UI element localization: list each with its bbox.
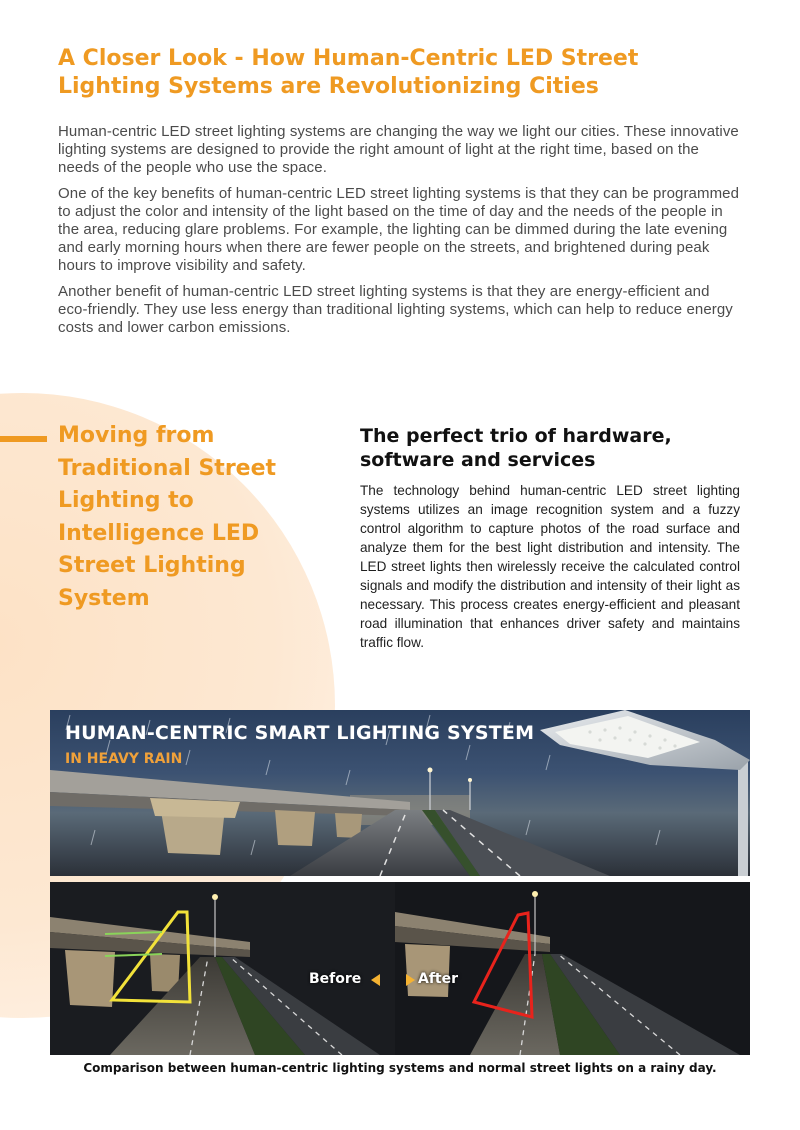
section-heading-left: Moving from Traditional Street Lighting to Intelligence LED Street Lighting System xyxy=(58,423,277,611)
intro-paragraph-3: Another benefit of human-centric LED street lighting systems is that they are energy-efficient and eco-friendly. They use less energy than traditional lighting systems, which can help to reduce energy costs and lower carbon emissions. xyxy=(58,283,733,336)
intro-text xyxy=(58,123,742,345)
article-title: A Closer Look - How Human-Centric LED Street Lighting Systems are Revolutionizing Cities xyxy=(58,46,639,99)
comparison-illustration xyxy=(50,882,750,1055)
after-label: After xyxy=(418,971,459,987)
figure-comparison-before-after xyxy=(50,882,750,1055)
figure-caption: Comparison between human-centric lighting systems and normal street lights on a rainy day. xyxy=(83,1061,717,1075)
section-paragraph: The technology behind human-centric LED street lighting systems utilizes an image recognition system and a fuzzy control algorithm to capture photos of the road surface and analyze them for the best light distribution and intensity. The LED street lights then wirelessly receive the calculated control signals and modify the distribution and intensity of their light as necessary. This process creates energy-efficient and pleasant road illumination that enhances driver safety and maintains traffic flow. xyxy=(360,483,740,650)
figure-banner-heavy-rain xyxy=(50,710,750,876)
figure-subtitle: IN HEAVY RAIN xyxy=(65,751,183,767)
section-heading-right: The perfect trio of hardware, software and services xyxy=(360,425,672,471)
figure-title: HUMAN-CENTRIC SMART LIGHTING SYSTEM xyxy=(65,722,535,744)
intro-paragraph-2: One of the key benefits of human-centric LED street lighting systems is that they can be programmed to adjust the color and intensity of the light based on the time of day and the needs of the people in the area, reducing glare problems. For example, the lighting can be dimmed during the late evening and early morning hours when there are fewer people on the streets, and brightened during peak hours to improve visibility and safety. xyxy=(58,185,740,274)
intro-paragraph-1: Human-centric LED street lighting systems are changing the way we light our cities. These innovative lighting systems are designed to provide the right amount of light at the right time, based on the needs of the people who use the space. xyxy=(58,123,739,176)
accent-bar xyxy=(0,436,47,442)
before-label: Before xyxy=(309,971,362,987)
